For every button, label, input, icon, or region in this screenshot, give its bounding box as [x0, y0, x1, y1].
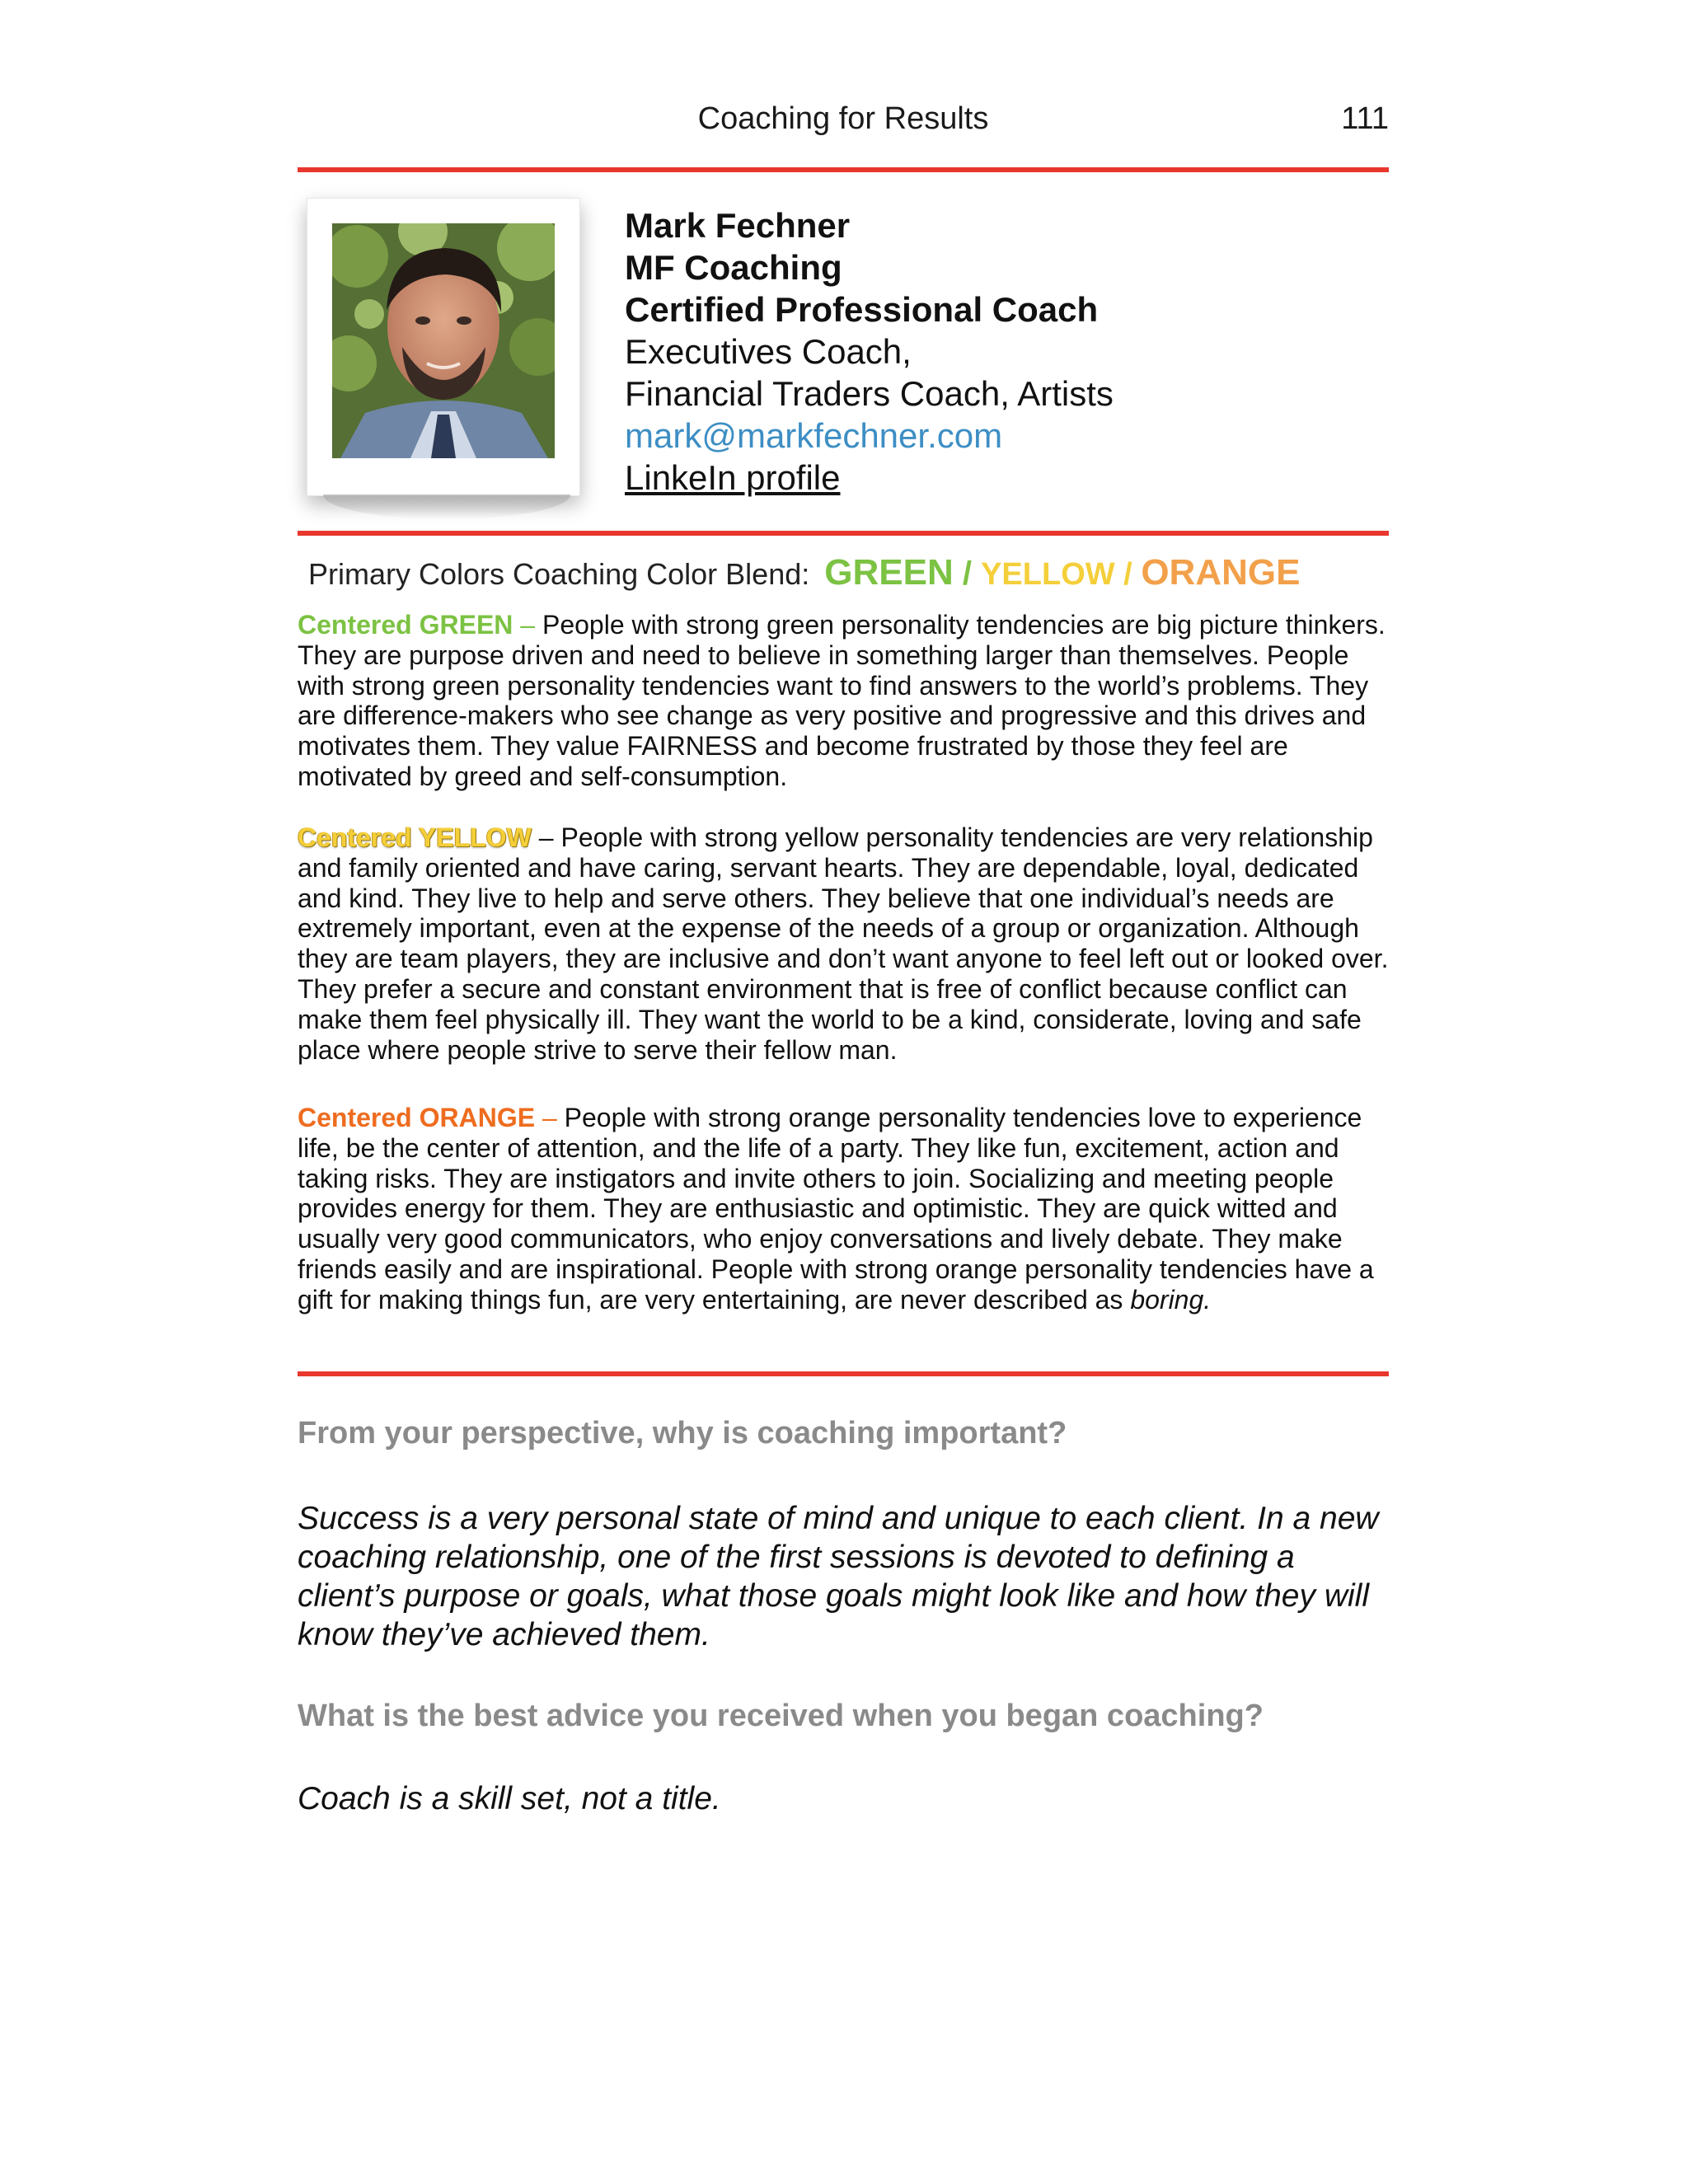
section-green-dash: –	[513, 610, 542, 640]
section-yellow	[298, 823, 1394, 1065]
page-number: 111	[1341, 101, 1389, 136]
section-orange-dash: –	[535, 1103, 565, 1132]
section-orange-text: People with strong orange personality tendencies love to experience life, be the center of attention, and the life of a party. They like fun, excitement, action and taking risks. They are instigators and invite others to join. Socializing and meeting people provides energy for them. They are enthusiastic and optimistic. They are quick witted and usually very good communicators, who enjoy conversations and lively debate. They make friends easily and are inspirational. People with strong orange personality tendencies have a gift for making things fun, are very entertaining, are never described as	[298, 1103, 1374, 1315]
profile-credential: Certified Professional Coach	[625, 290, 1099, 329]
red-divider-middle	[298, 531, 1389, 536]
red-divider-bottom	[298, 1371, 1389, 1376]
section-orange-heading: Centered ORANGE	[298, 1103, 536, 1132]
answer-2: Coach is a skill set, not a title.	[298, 1781, 721, 1816]
section-green-heading: Centered GREEN	[298, 610, 513, 640]
color-blend-orange: ORANGE	[1141, 552, 1301, 593]
profile-specialty-1: Executives Coach,	[625, 332, 912, 371]
profile-specialty-2: Financial Traders Coach, Artists	[625, 374, 1114, 413]
section-yellow-text: People with strong yellow personality tendencies are very relationship and family oriented and have caring, servant hearts. They are dependable, loyal, dedicated and kind. They live to help and serve others. They believe that one individual’s needs are extremely important, even at the expense of the needs of a group or organization. Although they are team players, they are inclusive and don’t want anyone to feel left out or looked over. They prefer a secure and constant environment that is free of conflict because conflict can make them feel physically ill. They want the world to be a kind, considerate, loving and safe place where people strive to serve their fellow man.	[298, 823, 1389, 1065]
photo-reflection	[323, 494, 570, 519]
profile-company: MF Coaching	[625, 248, 842, 287]
question-1: From your perspective, why is coaching important?	[298, 1416, 1067, 1451]
color-blend-green: GREEN	[824, 552, 954, 593]
color-blend-label: Primary Colors Coaching Color Blend:	[308, 557, 810, 591]
portrait-illustration	[332, 223, 555, 458]
section-yellow-dash: –	[531, 823, 561, 852]
red-divider-top	[298, 167, 1389, 172]
section-orange-emphasis: boring.	[1130, 1284, 1212, 1315]
header-title: Coaching for Results	[697, 101, 989, 136]
profile-block	[625, 204, 1367, 499]
section-green	[298, 610, 1394, 792]
portrait-image	[332, 223, 555, 458]
color-blend-separator-1: /	[953, 555, 982, 592]
section-green-text: People with strong green personality tendencies are big picture thinkers. They are purpose driven and need to believe in something larger than themselves. People with strong green personality tendencies want to find answers to the world’s problems. They are difference-makers who see change as very positive and progressive and this drives and motivates them. They value FAIRNESS and become frustrated by those they feel are motivated by greed and self-consumption.	[298, 610, 1386, 791]
color-blend-line	[308, 552, 1300, 593]
profile-photo	[307, 198, 580, 496]
page-header	[298, 97, 1389, 140]
profile-name: Mark Fechner	[625, 206, 851, 245]
section-orange	[298, 1103, 1394, 1315]
answer-1: Success is a very personal state of mind and unique to each client. In a new coaching relationship, one of the first sessions is devoted to defining a client’s purpose or goals, what those goals might look like and how they will know they’ve achieved them.	[298, 1501, 1379, 1652]
question-2: What is the best advice you received when you began coaching?	[298, 1699, 1264, 1733]
email-link[interactable]: mark@markfechner.com	[625, 416, 1003, 455]
linkedin-link[interactable]: LinkeIn profile	[625, 458, 841, 497]
color-blend-yellow: YELLOW	[981, 557, 1115, 592]
section-yellow-heading: Centered YELLOW	[298, 823, 532, 852]
color-blend-separator-2: /	[1114, 557, 1142, 592]
